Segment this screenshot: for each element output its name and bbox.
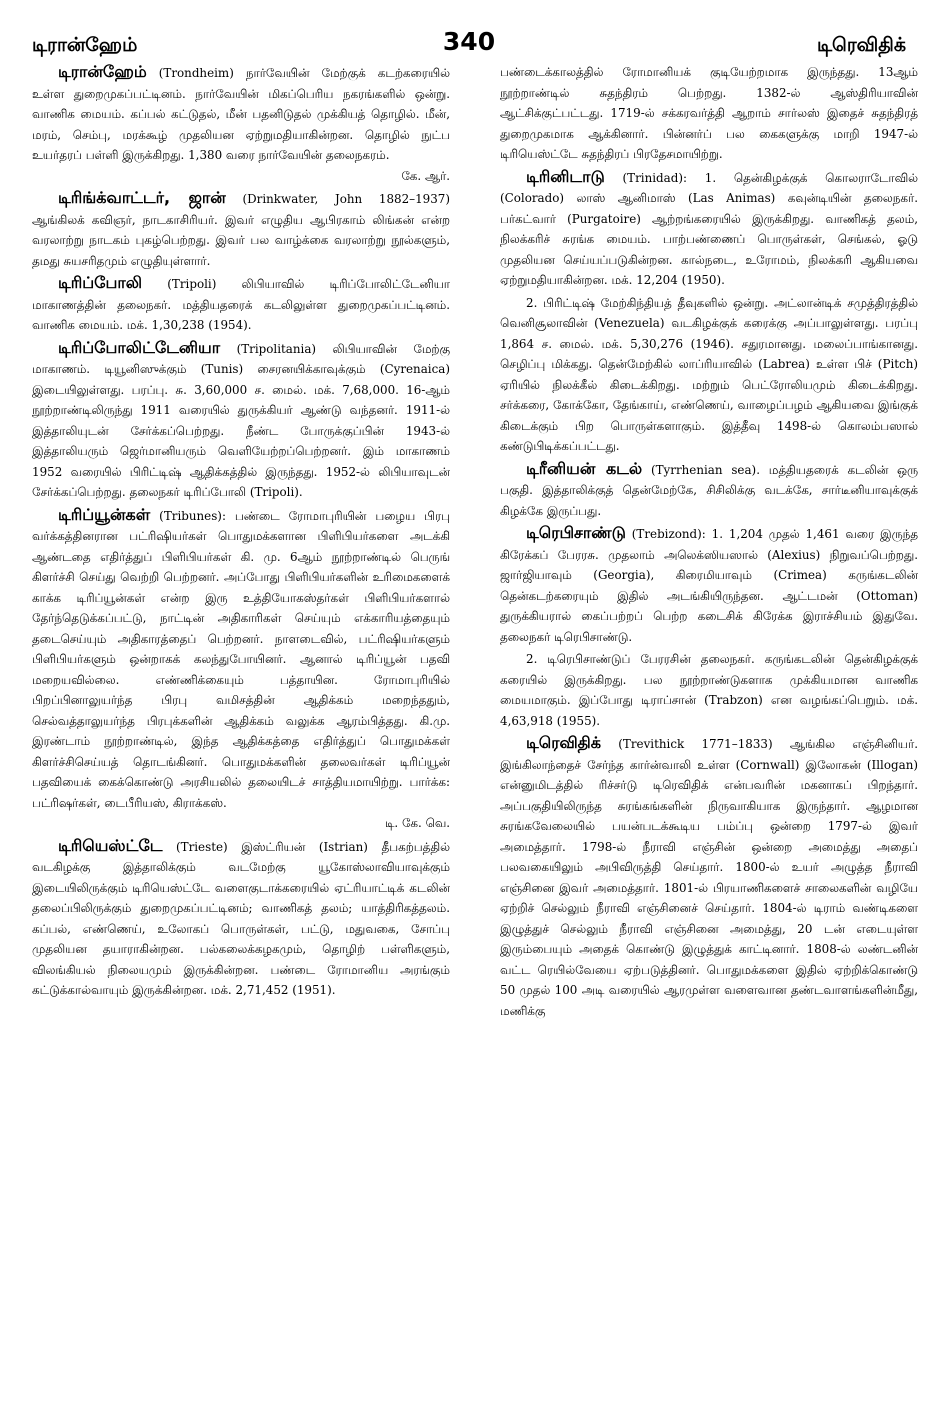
entry-subsection: [500, 293, 918, 457]
entry: [32, 62, 450, 186]
entry-headword: டிரெபிசாண்டு: [526, 523, 626, 542]
entry: [32, 338, 450, 503]
entry: [32, 273, 450, 336]
entry: [32, 505, 450, 834]
entry: [500, 459, 918, 522]
entry-text: (Trinidad): 1. தென்கிழக்குக் கொலராடோவில் (Colorado) லாஸ் ஆனிமாஸ் (Las Animas) கவுன்டியின் தலைநகர். பர்கட்வார் (Purgatoire) ஆற்றங்கரையில் இருக்கிறது. வாணிகத் தலம், நிலக்கரிச் சுரங்க மையம். பாற்பண்ணைப் பொருள்கள், செங்கல், ஓடு முதலியன செய்யப்படுகின்றன. கால்நடை, உரோமம், நிலக்கரி ஆகியவை ஏற்றுமதியாகின்றன. மக். 12,204 (1950).: [500, 170, 918, 287]
entry-continuation: [500, 62, 918, 165]
header-left-guide-word: டிரான்ஹேம்: [32, 34, 138, 56]
entry-headword: டிரெவிதிக்: [526, 733, 601, 752]
entry-text: (Tripoli) லிபியாவில் டிரிப்போலிட்டேனியா மாகாணத்தின் தலைநகர். மத்தியதரைக் கடலிலுள்ள துறைமுகப்பட்டினம். வாணிக மையம். மக். 1,30,238 (1954).: [32, 277, 450, 332]
page-header: [32, 27, 906, 64]
entry-text: (Tribunes): பண்டை ரோமாபுரியின் பழைய பிரபு வர்க்கத்தினரான பட்ரிஷியர்கள் பொதுமக்களான பிளிபியர்களை அடக்கி ஆண்டதை எதிர்த்துப் பிளிபியர்கள் கி. மு. 6ஆம் நூற்றாண்டில் பெருங் கிளர்ச்சி செய்து வெற்றி பெற்றனர். அப்போது பிளிபியர்களின் உரிமைகளைக் காக்க டிரிப்யூன்கள் என்ற இரு உத்தியோகஸ்தர்கள் பிளிபியர்களால் தேர்ந்தெடுக்கப்பட்டு, நாட்டின் அதிகாரிகள் செய்யும் எக்காரியத்தையும் தடைசெய்யும் அதிகாரத்தைப் பெற்றனர். நாளடைவில், பட்ரிஷியர்களும் பிளிபியர்களும் ஒன்றாகக் கலந்துபோயினர். ஆனால் டிரிப்யூன் பதவி மறையவில்லை. எண்ணிக்கையும் பத்தாயின. ரோமாபுரியில் பிறப்பினாலுயர்ந்த பிரபு வமிசத்தின் ஆதிக்கம் மறைந்ததும், செல்வத்தாலுயர்ந்த பிரபுக்களின் ஆதிக்கம் வலுக்க ஆரம்பித்தது. கி.மு. இரண்டாம் நூற்றாண்டில், இந்த ஆதிக்கத்தை எதிர்த்துப் பொதுமக்கள் கிளர்ச்சிசெய்யத் தொடங்கினர். பொதுமக்களின் தலைவர்கள் டிரிப்யூன் பதவியைக் கைக்கொண்டு அரசியலில் தலையிடச் சாத்தியமாயிற்று. பார்க்க: பட்ரிஷர்கள், டைபீரியஸ், கிராக்கஸ்.: [32, 508, 450, 810]
header-right-guide-word: டிரெவிதிக்: [816, 34, 906, 56]
entry-text: (Tyrrhenian sea). மத்தியதரைக் கடலின் ஒரு பகுதி. இத்தாலிக்குத் தென்மேற்கே, சிசிலிக்கு வடக்கே, சார்டீனியாவுக்குக் கிழக்கே இருப்பது.: [500, 462, 918, 518]
left-column: [32, 62, 450, 1352]
entry: [500, 523, 918, 647]
entry: [500, 733, 918, 1021]
entry-text: 2. பிரிட்டிஷ் மேற்கிந்தியத் தீவுகளில் ஒன்று. அட்லான்டிக் சமுத்திரத்தில் வெனிசூலாவின் (Venezuela) வடகிழக்குக் கரைக்கு அப்பாலுள்ளது. பரப்பு 1,864 ச. மைல். மக். 5,30,276 (1946). சதுரமானது. மலைப்பாங்கானது. செழிப்பு மிக்கது. தென்மேற்கில் லாப்ரியாவில் (Labrea) உள்ள பிச் (Pitch) ஏரியில் நிலக்கீல் கிடைக்கிறது. மற்றும் பெட்ரோலியமும் கிடைக்கிறது. சர்க்கரை, கோக்கோ, தேங்காய், எண்ணெய், வாழைப்பழம் ஆகியவை இங்குக் கிடைக்கும் பிற பொருள்களாகும். இத்தீவு 1498-ல் கொலம்பஸால் கண்டுபிடிக்கப்பட்டது.: [500, 295, 918, 453]
entry-text: (Drinkwater, John 1882–1937) ஆங்கிலக் கவிஞர், நாடகாசிரியர். இவர் எழுதிய ஆபிரகாம் லிங்கன் என்ற வரலாற்று நாடகம் புகழ்பெற்றது. இவர் பல வாழ்க்கை வரலாற்று நூல்களும், தமது சுயசரிதமும் எழுதியுள்ளார்.: [32, 192, 450, 268]
entry-headword: டிரியெஸ்ட்டே: [58, 835, 163, 855]
entry: [32, 836, 450, 1001]
entry-subsection: [500, 649, 918, 731]
entry-text: (Tripolitania) லிபியாவின் மேற்கு மாகாணம். டியூனிஸுக்கும் (Tunis) சைரனயிக்காவுக்கும் (Cyrenaica) இடையிலுள்ளது. பரப்பு. சு. 3,60,000 ச. மைல். மக். 7,68,000. 16-ஆம் நூற்றாண்டிலிருந்து 1911 வரையில் துருக்கியர் ஆண்டு வந்தனர். 1911-ல் இத்தாலியுடன் சேர்க்கப்பெற்றது. நீண்ட போருக்குப்பின் 1943-ல் இத்தாலியரும் ஜெர்மானியரும் வெளியேற்றப்பெற்றனர். இம் மாகாணம் 1952 வரையில் பிரிட்டிஷ் ஆதிக்கத்தில் இருந்தது. 1952-ல் லிபியாவுடன் சேர்க்கப்பெற்றது. தலைநகர் டிரிப்போலி (Tripoli).: [32, 341, 450, 499]
entry-author: டி. கே. வெ.: [384, 816, 450, 830]
entry-text: பண்டைக்காலத்தில் ரோமானியக் குடியேற்றமாக இருந்தது. 13ஆம் நூற்றாண்டில் சுதந்திரம் பெற்றது. 1382-ல் ஆஸ்திரியாவின் ஆட்சிக்குட்பட்டது. 1719-ல் சக்கரவர்த்தி ஆறாம் சார்லஸ் இதைச் சுதந்திரத் துறைமுகமாக ஆக்கினார். பின்னர்ப் பல கைகளுக்கு மாறி 1947-ல் டிரியெஸ்ட்டே சுதந்திரப் பிரதேசமாயிற்று.: [500, 65, 918, 161]
entry: [32, 188, 450, 271]
entry-headword: டிரிப்போலி: [58, 273, 143, 292]
entry-text: 2. டிரெபிசாண்டுப் பேரரசின் தலைநகர். கருங்கடலின் தென்கிழக்குக் கரையில் இருக்கிறது. பல நூற்றாண்டுகளாக முக்கியமான வாணிக மையமாகும். இப்போது டிராப்சான் (Trabzon) என வழங்கப்பெறும். மக். 4,63,918 (1955).: [500, 652, 918, 728]
entry-headword: டிரிங்க்வாட்டர், ஜான்: [58, 188, 226, 207]
entry-author: கே. ஆர்.: [401, 168, 450, 183]
entry-headword: டிரிப்போலிட்டேனியா: [58, 337, 221, 357]
entry-headword: டிரீனியன் கடல்: [526, 458, 643, 478]
page-number: 340: [442, 27, 496, 56]
entry: [500, 167, 918, 291]
entry-text: (Trieste) இஸ்ட்ரியன் (Istrian) தீபகற்பத்தில் வடகிழக்கு இத்தாலிக்கும் வடமேற்கு யூகோஸ்லாவியாவுக்கும் இடையிலிருக்கும் டிரியெஸ்ட்டே வளைகுடாக்கரையில் ஏட்ரியாட்டிக் கடலின் தலைப்பிலிருக்கும் துறைமுகப்பட்டினம்; வாணிகத் தலம்; யாத்திரிகத்தலம். கப்பல், எண்ணெய், உலோகப் பொருள்கள், பட்டு, மதுவகை, சோப்பு முதலியன தயாராகின்றன. பல்கலைக்கழகமும், தொழிற் பள்ளிகளும், விலங்கியல் நிலையமும் இருக்கின்றன. பண்டை ரோமானிய அரங்கும் கட்டுக்கால்வாயும் இருக்கின்றன. மக். 2,71,452 (1951).: [32, 839, 450, 997]
entry-text: (Trondheim) நார்வேயின் மேற்குக் கடற்கரையில் உள்ள துறைமுகப்பட்டினம். நார்வேயின் மிகப்பெரிய நகரங்களில் ஒன்று. வாணிக மையம். கப்பல் கட்டுதல், மீன் பதனிடுதல் முக்கியத் தொழில். மீன், மரம், செம்பு, மரக்கூழ் முதலியன ஏற்றுமதியாகின்றன. தொழில் நுட்ப உயர்தரப் பள்ளி இருக்கிறது. 1,380 வரை நார்வேயின் தலைநகரம்.: [32, 66, 450, 162]
right-column: [500, 62, 918, 1352]
entry-headword: டிரினிடாடு: [526, 166, 605, 186]
entry-text: (Trevithick 1771–1833) ஆங்கில எஞ்சினியர். இங்கிலாந்தைச் சேர்ந்த கார்ன்வாலி உள்ள (Cornwall) இலோகன் (Illogan) என்னுமிடத்தில் ரிச்சர்டு டிரெவிதிக் என்பவரின் மகனாகப் பிறந்தார். அப்பகுதியிலிருந்த சுரங்கங்களின் நிருவாகியாக இருந்தார். ஆழமான சுரங்கவேலையில் பயன்படக்கூடிய பம்ப்பு ஒன்றை 1797-ல் இவர் அமைத்தார். 1798-ல் நீராவி எஞ்சின் ஒன்றை அமைத்து அதைப் பலவகையிலும் அபிவிருத்தி செய்தார். 1800-ல் உயர் அழுத்த நீராவி எஞ்சினை இவர் அமைத்தார். 1801-ல் பிரயாணிகளைச் சாலைகளின் வழியே ஏற்றிச் செல்லும் நீராவி எஞ்சினைச் செய்தார். 1804-ல் டிராம் வண்டிகளை இழுத்துச் செல்லும் நீராவி எஞ்சினை அமைத்து, 20 டன் எடையுள்ள இரும்பையும் அதைக் கொண்டு இழுத்துக் காட்டினார். 1808-ல் லண்டனின் வட்ட ரெயில்வேயை ஏற்படுத்தினர். பொதுமக்களை இதில் ஏற்றிக்கொண்டு 50 முதல் 100 அடி வரையில் ஆரமுள்ள வளைவான தண்டவாளங்களின்மீது, மணிக்கு: [500, 737, 918, 1018]
entry-headword: டிரிப்யூன்கள்: [58, 504, 151, 524]
entry-headword: டிரான்ஹேம்: [58, 62, 147, 81]
entry-text: (Trebizond): 1. 1,204 முதல் 1,461 வரை இருந்த கிரேக்கப் பேரரசு. முதலாம் அலெக்ஸியஸால் (Alexius) நிறுவப்பெற்றது. ஜார்ஜியாவும் (Georgia), கிரைமியாவும் (Crimea) கருங்கடலின் தென்கடற்கரையும் இதில் அடங்கியிருந்தன. ஆட்டமன் (Ottoman) துருக்கியரால் கைப்பற்றப் பெற்ற கடைசிக் கிரேக்க இராச்சியம் இதுவே. தலைநகர் டிரெபிசாண்டு.: [500, 527, 918, 644]
